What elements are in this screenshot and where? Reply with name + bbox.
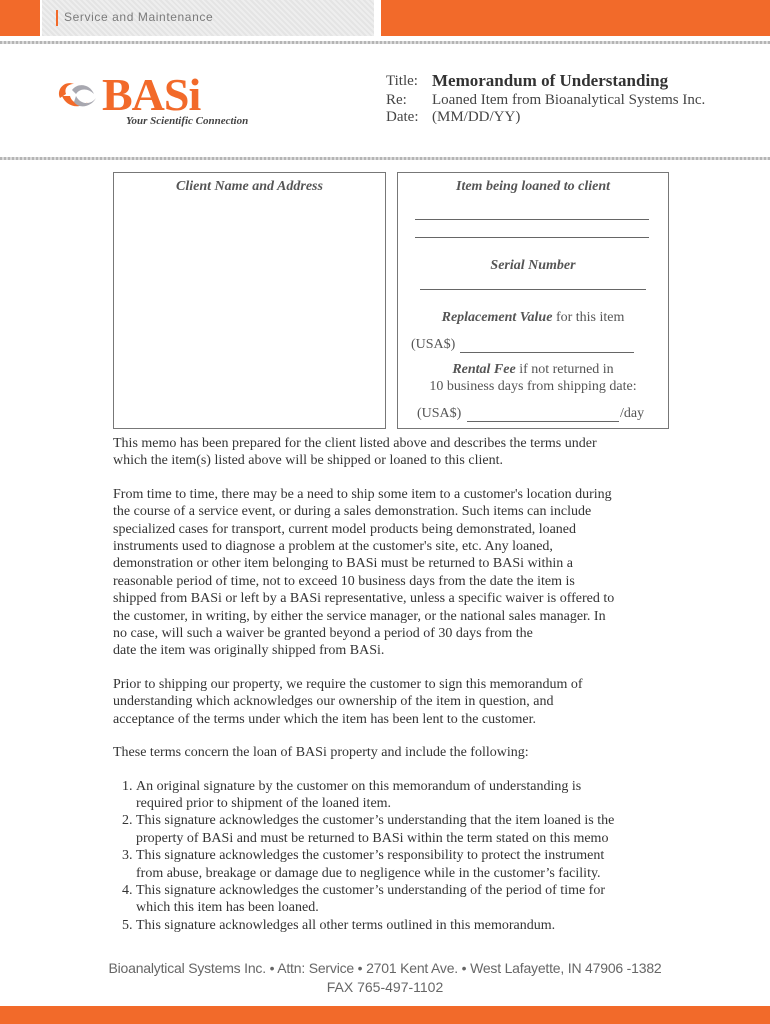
rental-unit-label: /day [620, 406, 645, 421]
item-box-heading: Item being loaned to client [456, 179, 610, 194]
re-label: Re: [386, 92, 407, 108]
list-item [136, 917, 673, 934]
rental-fee-terms: 10 business days from shipping date: [429, 379, 637, 394]
item-entry-line-2[interactable] [415, 237, 649, 238]
section-label: Service and Maintenance [64, 10, 214, 24]
text-line: which this item has been loaned. [136, 900, 319, 916]
text-line: This signature acknowledges the customer’s understanding that the item loaned is the [136, 813, 615, 829]
client-box-heading: Client Name and Address [176, 179, 323, 194]
loaned-item-box [397, 172, 669, 429]
footer-fax: FAX 765-497-1102 [326, 979, 444, 995]
section-tab [42, 0, 374, 36]
memo-title: Memorandum of Understanding [432, 71, 669, 90]
list-item [136, 882, 673, 917]
memo-meta [386, 73, 705, 126]
text-line: instruments used to diagnose a problem at the customer's site, etc. Any loaned, [113, 539, 553, 555]
list-item [136, 847, 673, 882]
replacement-value-row [398, 310, 668, 326]
serial-number-heading: Serial Number [490, 258, 576, 273]
rental-fee-suffix: if not returned in [519, 362, 614, 377]
rental-fee-line[interactable] [467, 421, 619, 422]
re-value: Loaned Item from Bioanalytical Systems Inc. [432, 92, 706, 108]
text-line: shipped from BASi or left by a BASi representative, unless a specific waiver is offered to [113, 591, 615, 607]
section-tab-marker [56, 10, 58, 26]
client-name-address-box[interactable] [113, 172, 386, 429]
title-label: Title: [386, 73, 418, 89]
terms-list [113, 778, 673, 935]
replacement-value-line[interactable] [460, 352, 634, 353]
text-line: from abuse, breakage or damage due to negligence while in the customer’s facility. [136, 865, 601, 881]
text-line: demonstration or other item belonging to BASi must be returned to BASi within a [113, 556, 574, 572]
text-line: An original signature by the customer on this memorandum of understanding is [136, 778, 582, 794]
text-line: From time to time, there may be a need to ship some item to a customer's location during [113, 486, 612, 502]
text-line: This signature acknowledges the customer’s understanding of the period of time for [136, 882, 606, 898]
list-item [136, 812, 673, 847]
memo-body [113, 435, 673, 934]
text-line: This signature acknowledges all other terms outlined in this memorandum. [136, 917, 556, 933]
text-line: the customer, in writing, by either the service manager, or the national sales manager. In [113, 608, 606, 624]
replacement-currency-label: (USA$) [411, 337, 456, 352]
date-label: Date: [386, 109, 419, 125]
footer-orange-bar [0, 1006, 770, 1024]
text-line: date the item was originally shipped from BASi. [113, 643, 385, 659]
text-line: Prior to shipping our property, we require the customer to sign this memorandum of [113, 676, 583, 692]
text-line: understanding which acknowledges our ownership of the item in question, and [113, 694, 554, 710]
date-value: (MM/DD/YY) [432, 109, 521, 125]
text-line: This signature acknowledges the customer’s responsibility to protect the instrument [136, 848, 605, 864]
terms-intro: These terms concern the loan of BASi property and include the following: [113, 745, 529, 761]
section-divider [0, 157, 770, 160]
replacement-value-label: Replacement Value [441, 310, 553, 325]
rental-fee-label: Rental Fee [452, 362, 516, 377]
logo-wordmark: BASi [102, 69, 201, 120]
text-line: property of BASi and must be returned to BASi within the term stated on this memo [136, 830, 609, 846]
header-divider [0, 41, 770, 44]
header-accent-block [0, 0, 40, 36]
rental-currency-label: (USA$) [417, 406, 462, 421]
logo-tagline: Your Scientific Connection [126, 115, 249, 127]
rental-fee-row [398, 362, 668, 378]
replacement-value-suffix: for this item [555, 310, 625, 325]
item-entry-line-1[interactable] [415, 219, 649, 220]
basi-swirl-icon [54, 76, 100, 116]
text-line: specialized cases for transport, current model products being demonstrated, loaned [113, 521, 577, 537]
list-item [136, 778, 673, 813]
text-line: the course of a service event, or during a sales demonstration. Such items can include [113, 504, 592, 520]
policy-paragraph [113, 486, 673, 660]
header-orange-bar [381, 0, 770, 36]
text-line: no case, will such a waiver be granted beyond a period of 30 days from the [113, 626, 533, 642]
text-line: required prior to shipment of the loaned item. [136, 795, 392, 811]
text-line: This memo has been prepared for the client listed above and describes the terms under [113, 436, 597, 451]
signature-requirement-paragraph [113, 676, 673, 728]
intro-paragraph [113, 435, 673, 470]
text-line: acceptance of the terms under which the item has been lent to the customer. [113, 711, 536, 727]
footer-address: Bioanalytical Systems Inc. • Attn: Service • 2701 Kent Ave. • West Lafayette, IN 47906 -1382 [108, 960, 662, 976]
serial-number-line[interactable] [420, 289, 646, 290]
text-line: which the item(s) listed above will be shipped or loaned to this client. [113, 453, 503, 469]
text-line: reasonable period of time, not to exceed 10 business days from the date the item is [113, 573, 575, 589]
